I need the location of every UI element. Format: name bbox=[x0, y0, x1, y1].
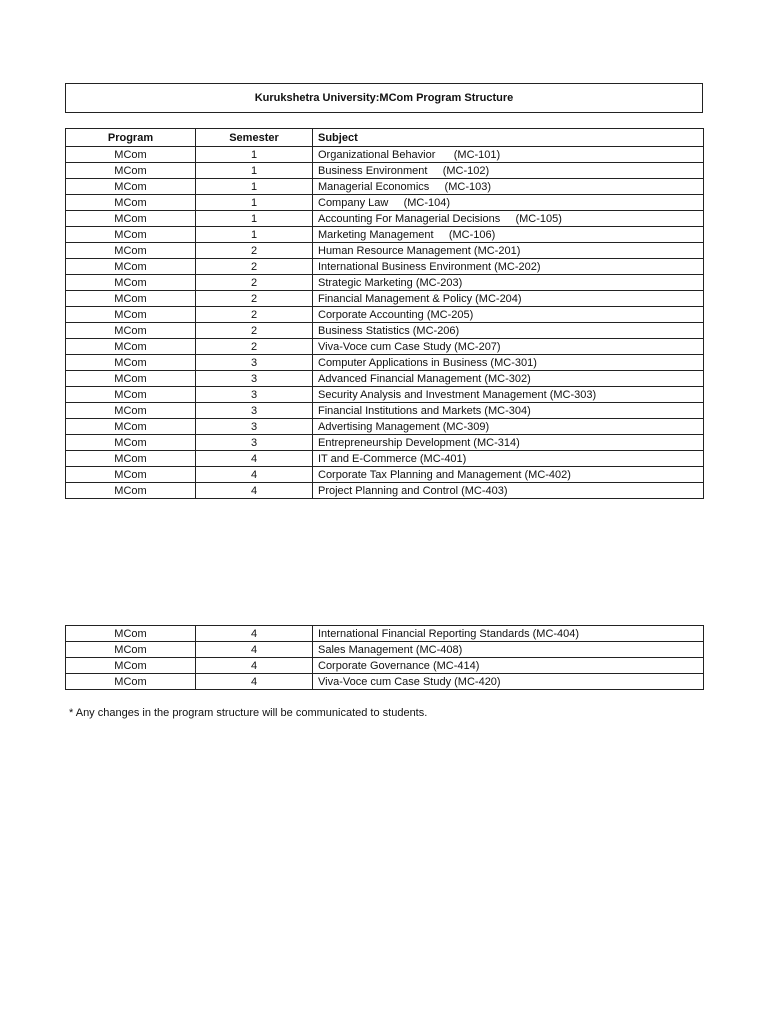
cell-subject: Financial Management & Policy (MC-204) bbox=[313, 291, 704, 307]
cell-program: MCom bbox=[66, 626, 196, 642]
cell-subject: Project Planning and Control (MC-403) bbox=[313, 483, 704, 499]
cell-program: MCom bbox=[66, 419, 196, 435]
cell-program: MCom bbox=[66, 435, 196, 451]
cell-program: MCom bbox=[66, 147, 196, 163]
cell-program: MCom bbox=[66, 323, 196, 339]
table-row bbox=[66, 419, 704, 435]
program-structure-title: MCom Program Structure bbox=[379, 92, 514, 104]
table-row bbox=[66, 451, 704, 467]
cell-semester: 2 bbox=[196, 259, 313, 275]
cell-program: MCom bbox=[66, 371, 196, 387]
cell-program: MCom bbox=[66, 259, 196, 275]
cell-program: MCom bbox=[66, 227, 196, 243]
table-row bbox=[66, 163, 704, 179]
cell-program: MCom bbox=[66, 211, 196, 227]
cell-program: MCom bbox=[66, 642, 196, 658]
table-row bbox=[66, 658, 704, 674]
cell-subject: Sales Management (MC-408) bbox=[313, 642, 704, 658]
cell-subject: Corporate Tax Planning and Management (MC-402) bbox=[313, 467, 704, 483]
cell-semester: 2 bbox=[196, 243, 313, 259]
cell-semester: 3 bbox=[196, 355, 313, 371]
cell-semester: 4 bbox=[196, 483, 313, 499]
cell-program: MCom bbox=[66, 339, 196, 355]
table-row bbox=[66, 307, 704, 323]
cell-semester: 1 bbox=[196, 211, 313, 227]
table-row bbox=[66, 355, 704, 371]
cell-subject: Computer Applications in Business (MC-301) bbox=[313, 355, 704, 371]
table-row bbox=[66, 467, 704, 483]
cell-subject: Financial Institutions and Markets (MC-304) bbox=[313, 403, 704, 419]
table-row bbox=[66, 674, 704, 690]
cell-semester: 1 bbox=[196, 227, 313, 243]
table-row bbox=[66, 227, 704, 243]
cell-program: MCom bbox=[66, 243, 196, 259]
cell-semester: 2 bbox=[196, 291, 313, 307]
cell-program: MCom bbox=[66, 674, 196, 690]
table-row bbox=[66, 211, 704, 227]
table-body bbox=[66, 147, 704, 499]
cell-program: MCom bbox=[66, 291, 196, 307]
cell-program: MCom bbox=[66, 403, 196, 419]
cell-semester: 2 bbox=[196, 323, 313, 339]
table-row bbox=[66, 147, 704, 163]
table-header-row bbox=[66, 129, 704, 147]
cell-semester: 1 bbox=[196, 179, 313, 195]
cell-program: MCom bbox=[66, 483, 196, 499]
cell-subject: Strategic Marketing (MC-203) bbox=[313, 275, 704, 291]
cell-subject: Corporate Accounting (MC-205) bbox=[313, 307, 704, 323]
cell-semester: 3 bbox=[196, 419, 313, 435]
cell-semester: 3 bbox=[196, 435, 313, 451]
cell-subject: International Business Environment (MC-202) bbox=[313, 259, 704, 275]
table-row bbox=[66, 179, 704, 195]
cell-semester: 2 bbox=[196, 275, 313, 291]
cell-subject: Human Resource Management (MC-201) bbox=[313, 243, 704, 259]
continuation-table bbox=[65, 625, 704, 690]
cell-semester: 4 bbox=[196, 451, 313, 467]
header-semester: Semester bbox=[196, 129, 313, 147]
table-row bbox=[66, 275, 704, 291]
table-row bbox=[66, 339, 704, 355]
cell-subject: Viva-Voce cum Case Study (MC-420) bbox=[313, 674, 704, 690]
cell-subject: Advertising Management (MC-309) bbox=[313, 419, 704, 435]
cell-semester: 3 bbox=[196, 387, 313, 403]
cell-semester: 4 bbox=[196, 674, 313, 690]
cell-subject: Company Law (MC-104) bbox=[313, 195, 704, 211]
header-subject: Subject bbox=[313, 129, 704, 147]
header-program: Program bbox=[66, 129, 196, 147]
table-row bbox=[66, 387, 704, 403]
footnote: * Any changes in the program structure will be communicated to students. bbox=[69, 707, 428, 719]
cell-subject: Business Statistics (MC-206) bbox=[313, 323, 704, 339]
cell-subject: Viva-Voce cum Case Study (MC-207) bbox=[313, 339, 704, 355]
cell-program: MCom bbox=[66, 387, 196, 403]
cell-program: MCom bbox=[66, 658, 196, 674]
table-row bbox=[66, 483, 704, 499]
cell-semester: 4 bbox=[196, 626, 313, 642]
university-name: Kurukshetra University: bbox=[254, 92, 380, 104]
table-row bbox=[66, 323, 704, 339]
continuation-table-body bbox=[66, 626, 704, 690]
table-row bbox=[66, 371, 704, 387]
cell-semester: 3 bbox=[196, 371, 313, 387]
table-row bbox=[66, 259, 704, 275]
cell-semester: 1 bbox=[196, 163, 313, 179]
cell-program: MCom bbox=[66, 275, 196, 291]
cell-program: MCom bbox=[66, 307, 196, 323]
cell-subject: Organizational Behavior (MC-101) bbox=[313, 147, 704, 163]
table-row bbox=[66, 626, 704, 642]
cell-program: MCom bbox=[66, 195, 196, 211]
cell-semester: 4 bbox=[196, 642, 313, 658]
cell-subject: Security Analysis and Investment Management (MC-303) bbox=[313, 387, 704, 403]
cell-semester: 4 bbox=[196, 467, 313, 483]
table-row bbox=[66, 435, 704, 451]
cell-semester: 3 bbox=[196, 403, 313, 419]
cell-semester: 1 bbox=[196, 195, 313, 211]
table-row bbox=[66, 195, 704, 211]
cell-semester: 1 bbox=[196, 147, 313, 163]
cell-program: MCom bbox=[66, 355, 196, 371]
table-row bbox=[66, 243, 704, 259]
cell-semester: 2 bbox=[196, 307, 313, 323]
cell-semester: 4 bbox=[196, 658, 313, 674]
cell-subject: Advanced Financial Management (MC-302) bbox=[313, 371, 704, 387]
cell-subject: IT and E-Commerce (MC-401) bbox=[313, 451, 704, 467]
cell-subject: Marketing Management (MC-106) bbox=[313, 227, 704, 243]
cell-subject: Accounting For Managerial Decisions (MC-105) bbox=[313, 211, 704, 227]
cell-subject: Business Environment (MC-102) bbox=[313, 163, 704, 179]
program-structure-table bbox=[65, 128, 704, 499]
table-row bbox=[66, 642, 704, 658]
cell-subject: Entrepreneurship Development (MC-314) bbox=[313, 435, 704, 451]
cell-subject: International Financial Reporting Standards (MC-404) bbox=[313, 626, 704, 642]
table-row bbox=[66, 403, 704, 419]
cell-subject: Managerial Economics (MC-103) bbox=[313, 179, 704, 195]
table-row bbox=[66, 291, 704, 307]
cell-subject: Corporate Governance (MC-414) bbox=[313, 658, 704, 674]
cell-program: MCom bbox=[66, 451, 196, 467]
cell-semester: 2 bbox=[196, 339, 313, 355]
document-title bbox=[65, 83, 703, 113]
cell-program: MCom bbox=[66, 179, 196, 195]
cell-program: MCom bbox=[66, 163, 196, 179]
cell-program: MCom bbox=[66, 467, 196, 483]
